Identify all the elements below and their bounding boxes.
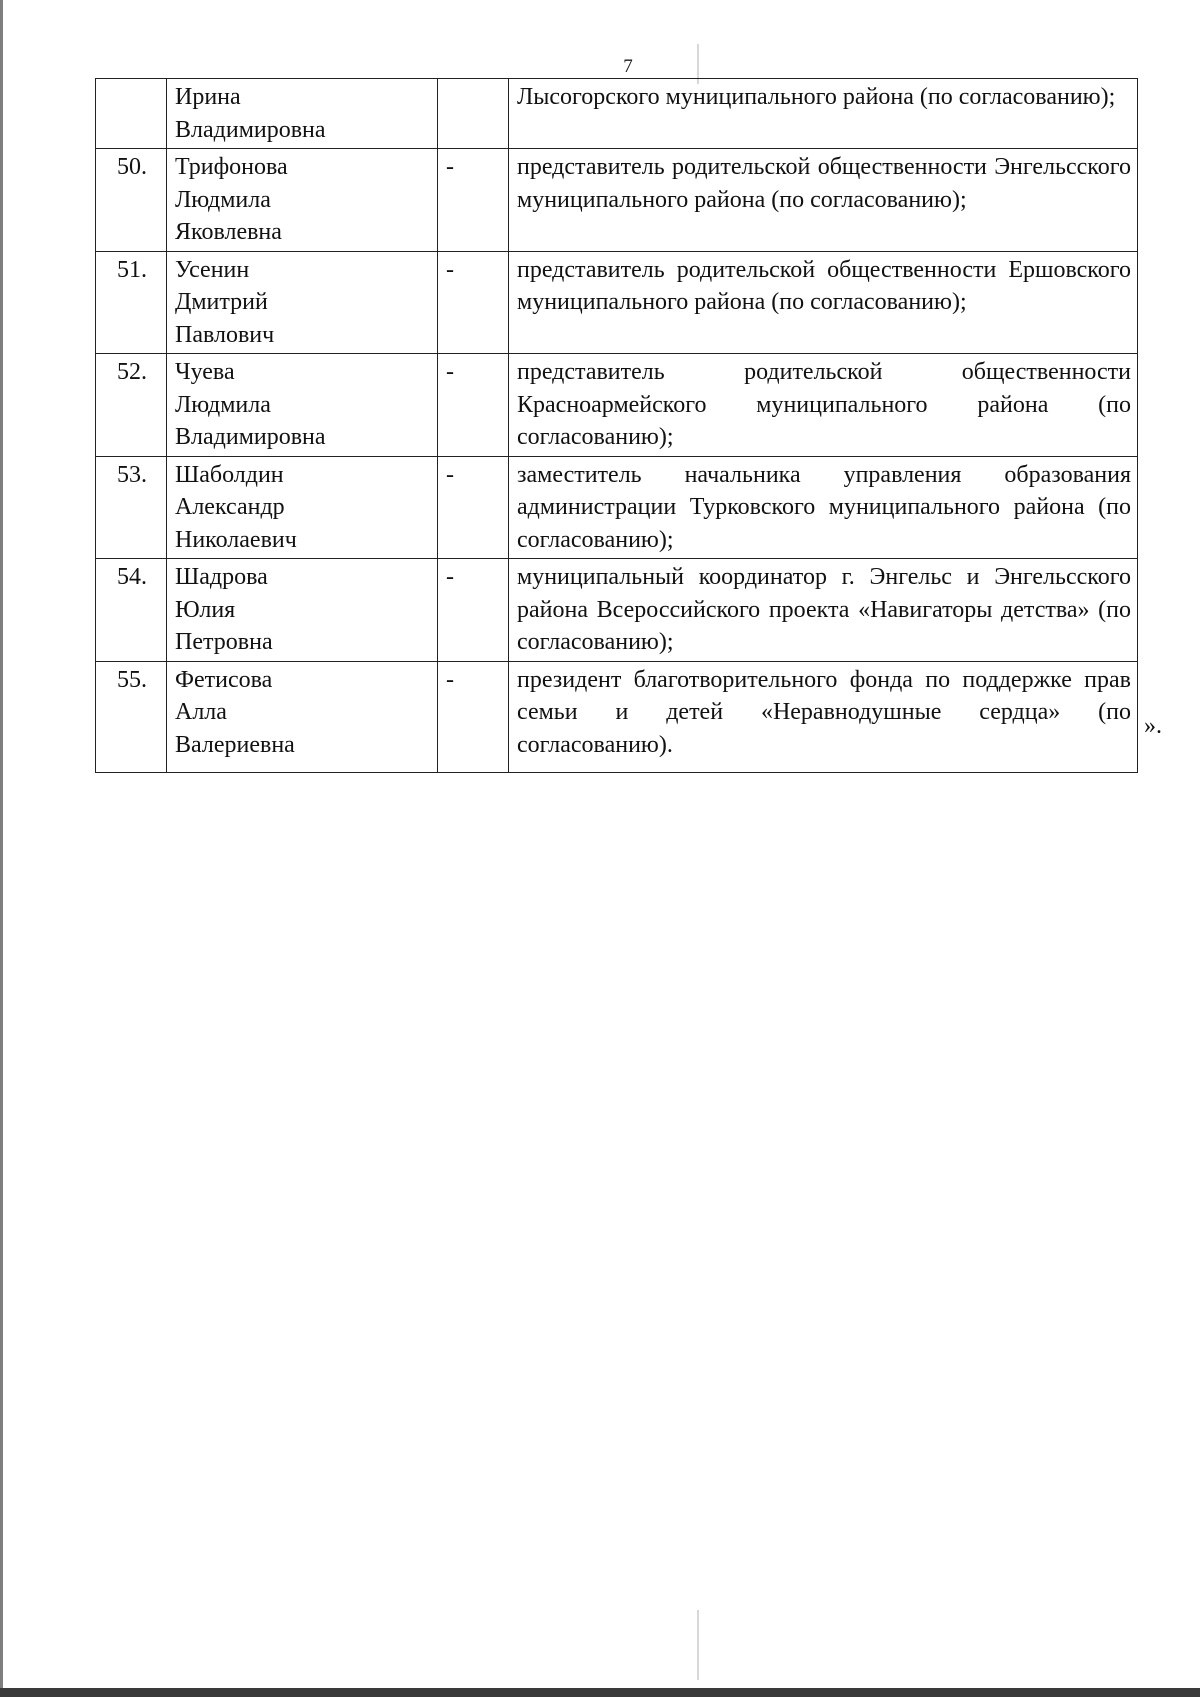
member-name (167, 559, 438, 662)
member-name (167, 456, 438, 559)
scan-fold-mark-bottom (697, 1610, 699, 1680)
surname: Чуева (175, 359, 235, 385)
member-description: представитель родительской общественности Энгельсского муниципального района (по согласованию); (509, 149, 1138, 252)
member-description: президент благотворительного фонда по поддержке прав семьи и детей «Неравнодушные сердца» (по согласованию). (509, 661, 1138, 772)
row-number: 54. (96, 559, 167, 662)
member-name (167, 149, 438, 252)
table-row (96, 559, 1138, 662)
first-name: Дмитрий (175, 289, 268, 315)
dash-cell: - (438, 559, 509, 662)
patronymic: Петровна (175, 629, 273, 655)
patronymic: Владимировна (175, 116, 326, 143)
surname: Трифонова (175, 154, 288, 180)
first-name: Юлия (175, 596, 236, 623)
table-row (96, 354, 1138, 457)
member-description: Лысогорского муниципального района (по согласованию); (509, 79, 1138, 149)
surname: Усенин (175, 256, 250, 283)
patronymic: Валериевна (175, 731, 295, 758)
surname: Шаболдин (175, 461, 284, 488)
first-name: Людмила (175, 391, 271, 418)
page-number: 7 (623, 56, 633, 77)
member-name (167, 354, 438, 457)
table-row (96, 456, 1138, 559)
dash-cell: - (438, 354, 509, 457)
member-description: заместитель начальника управления образования администрации Турковского муниципального района (по согласованию); (509, 456, 1138, 559)
first-name: Ирина (175, 84, 241, 110)
table-row (96, 79, 1138, 149)
patronymic: Павлович (175, 321, 275, 348)
surname: Шадрова (175, 564, 268, 590)
row-number: 55. (96, 661, 167, 772)
closing-quote: ». (1144, 713, 1162, 739)
page-bottom-edge (0, 1688, 1200, 1697)
dash-cell: - (438, 251, 509, 354)
row-number: 50. (96, 149, 167, 252)
row-number (96, 79, 167, 149)
dash-cell (438, 79, 509, 149)
member-name (167, 79, 438, 149)
row-number: 51. (96, 251, 167, 354)
member-name (167, 661, 438, 772)
member-description: муниципальный координатор г. Энгельс и Энгельсского района Всероссийского проекта «Навигаторы детства» (по согласованию); (509, 559, 1138, 662)
first-name: Александр (175, 494, 285, 520)
dash-cell: - (438, 456, 509, 559)
table-row (96, 149, 1138, 252)
members-table (95, 78, 1138, 773)
first-name: Алла (175, 699, 227, 725)
table-row (96, 661, 1138, 772)
first-name: Людмила (175, 186, 271, 213)
member-description: представитель родительской общественности Красноармейского муниципального района (по согласованию); (509, 354, 1138, 457)
patronymic: Владимировна (175, 424, 326, 450)
dash-cell: - (438, 149, 509, 252)
member-name (167, 251, 438, 354)
surname: Фетисова (175, 666, 273, 693)
patronymic: Николаевич (175, 526, 297, 553)
row-number: 53. (96, 456, 167, 559)
member-description: представитель родительской общественности Ершовского муниципального района (по согласованию); (509, 251, 1138, 354)
table-row (96, 251, 1138, 354)
dash-cell: - (438, 661, 509, 772)
row-number: 52. (96, 354, 167, 457)
patronymic: Яковлевна (175, 219, 282, 245)
